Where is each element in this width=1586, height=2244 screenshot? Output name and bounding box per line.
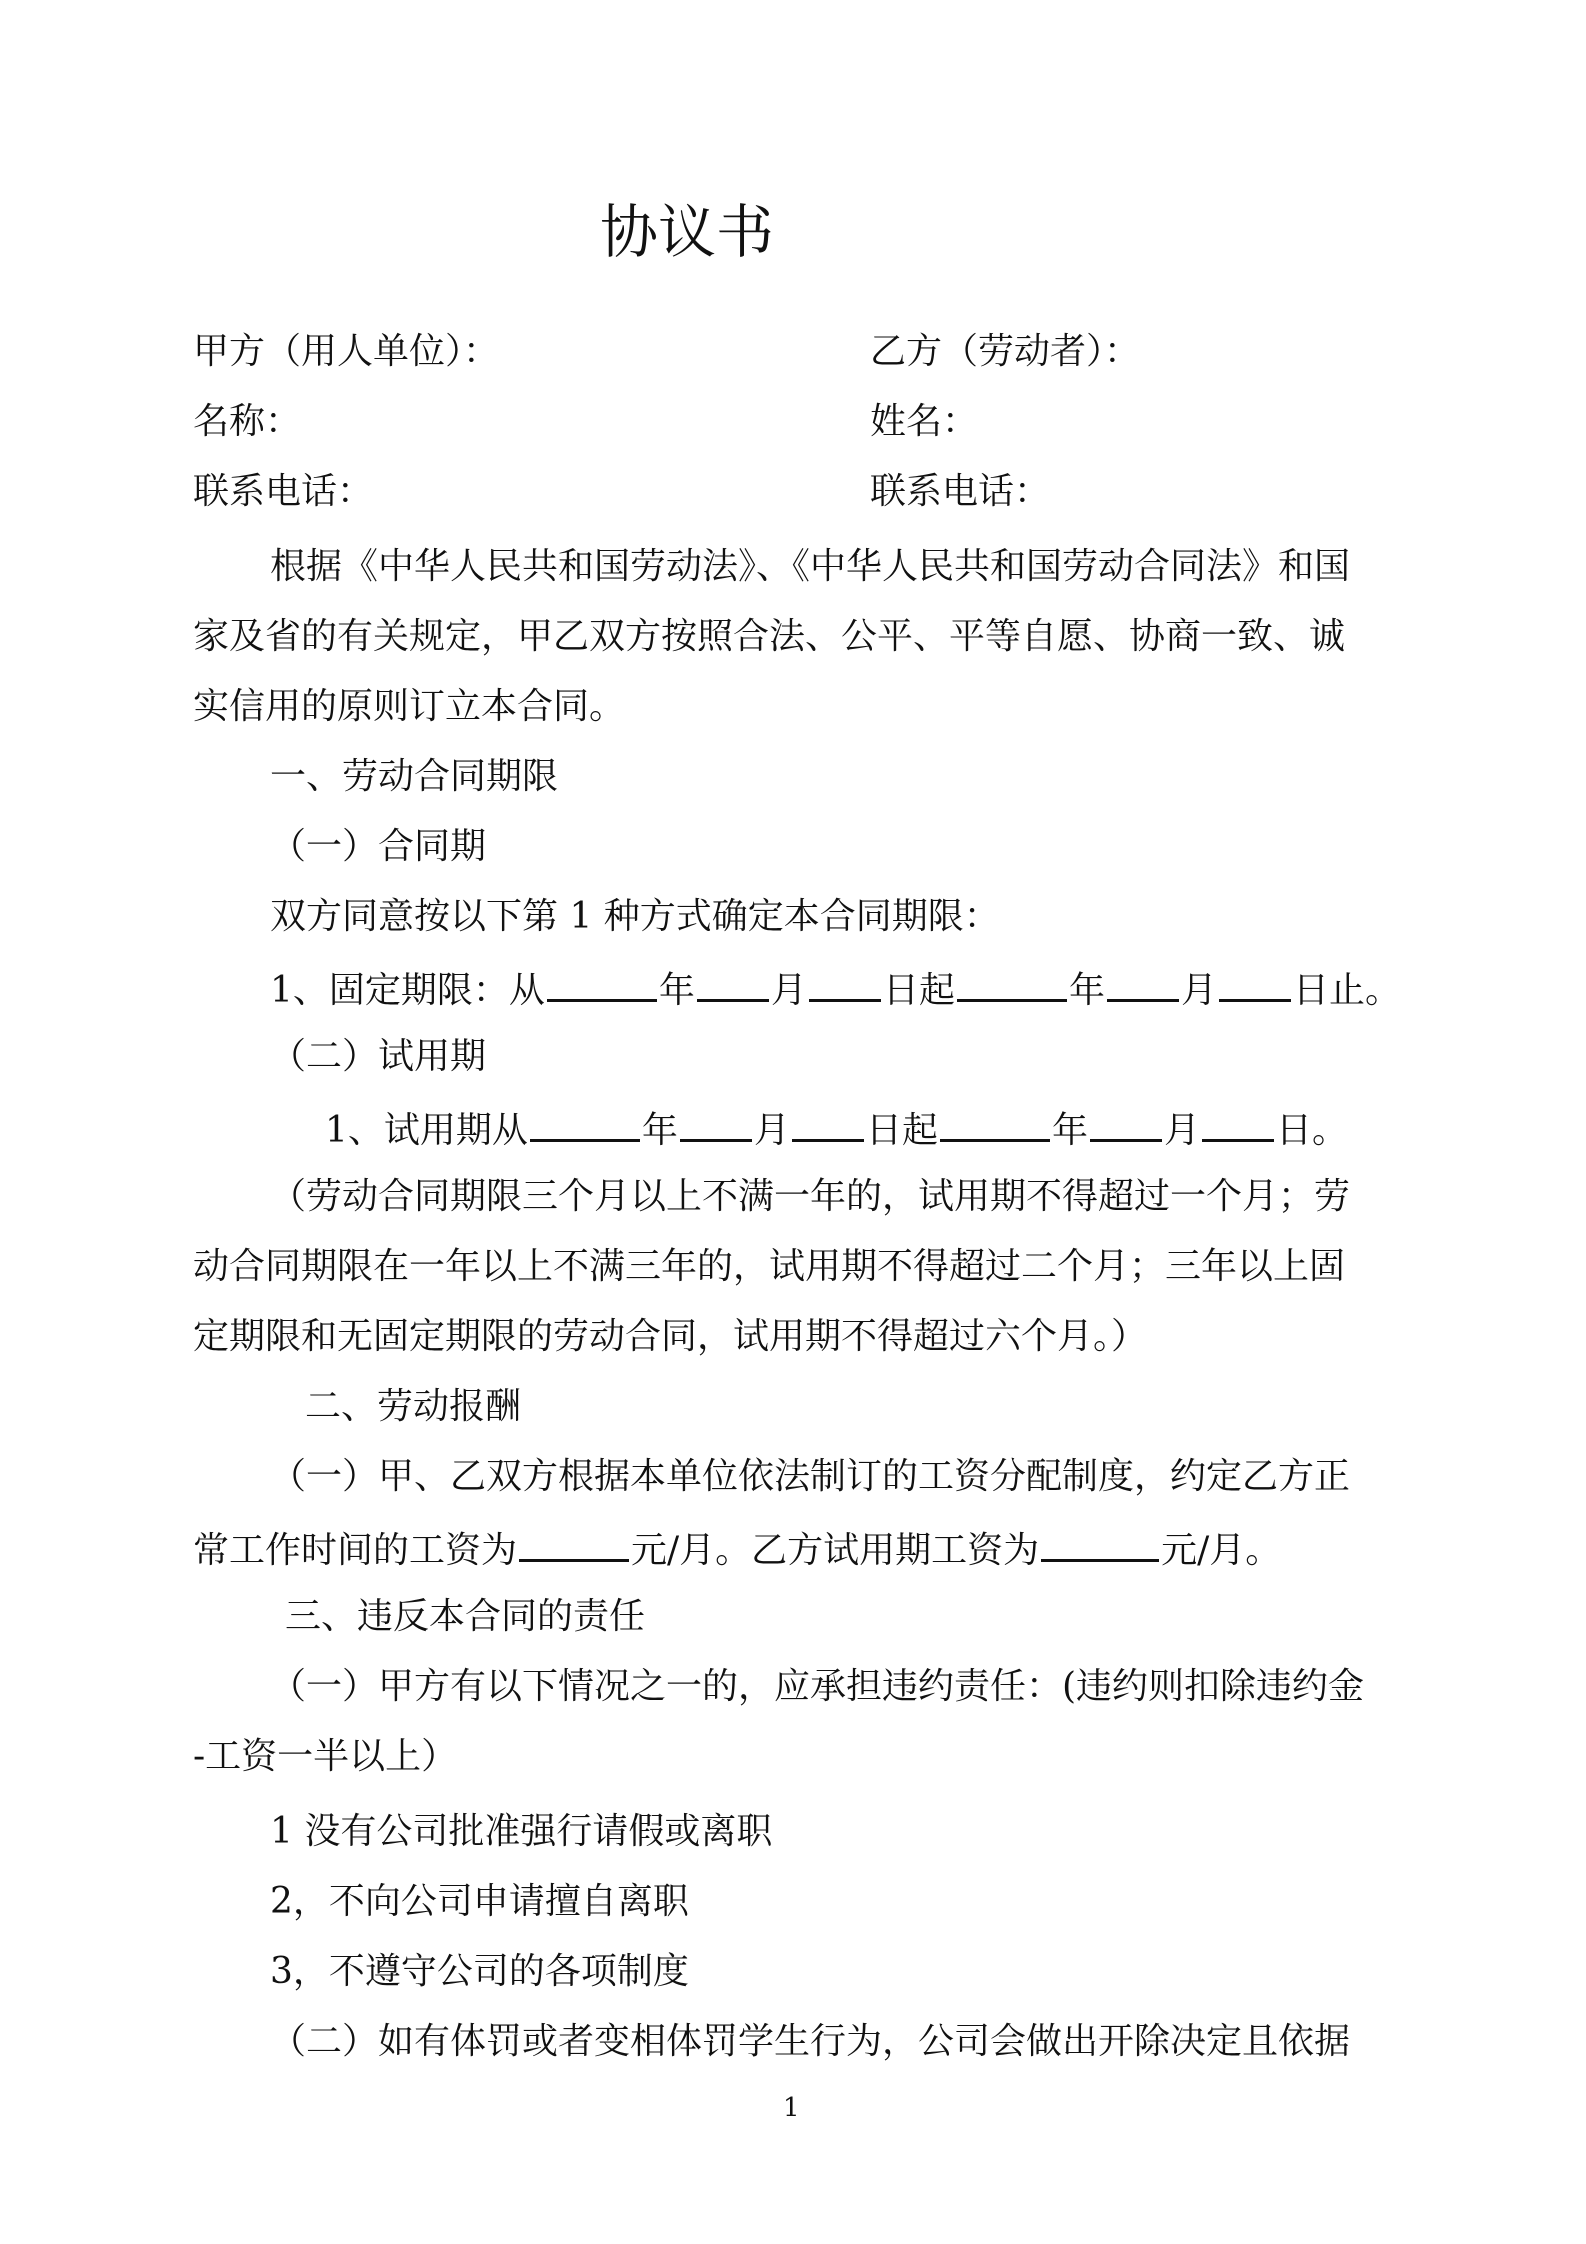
party-a-label: 甲方（用人单位）： bbox=[193, 331, 500, 372]
section-1-sub-2: （二）试用期 bbox=[270, 1036, 487, 1077]
probation-month2-label: 月 bbox=[1163, 1110, 1200, 1151]
list-item: 1 没有公司批准强行请假或离职 bbox=[270, 1811, 773, 1852]
section-2-heading: 二、劳动报酬 bbox=[305, 1386, 522, 1427]
probation-start-day-blank[interactable] bbox=[792, 1105, 864, 1142]
salary-unit-label: 元/月。 bbox=[1161, 1530, 1282, 1571]
section-3-para-2: （二）如有体罚或者变相体罚学生行为，公司会做出开除决定且依据 bbox=[270, 2021, 1351, 2062]
phone-label-b: 联系电话： bbox=[870, 471, 1051, 512]
fixed-term-prefix: 1、固定期限：从 bbox=[270, 970, 545, 1011]
probation-line bbox=[325, 1105, 1348, 1153]
salary-label: 常工作时间的工资为 bbox=[193, 1530, 518, 1571]
probation-start-month-blank[interactable] bbox=[680, 1105, 752, 1142]
page-number: 1 bbox=[783, 2093, 800, 2123]
fixed-month2-label: 月 bbox=[1180, 970, 1217, 1011]
fixed-start-month-blank[interactable] bbox=[697, 965, 769, 1002]
salary-blank[interactable] bbox=[519, 1525, 629, 1562]
fixed-end-year-blank[interactable] bbox=[957, 965, 1067, 1002]
probation-day-end-label: 日。 bbox=[1275, 1110, 1348, 1151]
fixed-end-month-blank[interactable] bbox=[1107, 965, 1179, 1002]
probation-salary-blank[interactable] bbox=[1041, 1525, 1159, 1562]
fixed-start-day-blank[interactable] bbox=[809, 965, 881, 1002]
person-name-label: 姓名： bbox=[870, 401, 979, 442]
fixed-year2-label: 年 bbox=[1068, 970, 1105, 1011]
intro-line-1: 根据《中华人民共和国劳动法》、《中华人民共和国劳动合同法》和国 bbox=[270, 546, 1351, 587]
probation-salary-label: 元/月。乙方试用期工资为 bbox=[631, 1530, 1040, 1571]
section-3-para-1-line-2: -工资一半以上） bbox=[193, 1736, 458, 1777]
fixed-term-line bbox=[270, 965, 1401, 1013]
section-1-heading: 一、劳动合同期限 bbox=[270, 756, 559, 797]
probation-end-month-blank[interactable] bbox=[1090, 1105, 1162, 1142]
probation-end-day-blank[interactable] bbox=[1202, 1105, 1274, 1142]
intro-line-2: 家及省的有关规定，甲乙双方按照合法、公平、平等自愿、协商一致、诚 bbox=[193, 616, 1346, 657]
name-label: 名称： bbox=[193, 401, 302, 442]
probation-note-3: 定期限和无固定期限的劳动合同，试用期不得超过六个月。） bbox=[193, 1316, 1148, 1357]
probation-day-from-label: 日起 bbox=[865, 1110, 938, 1151]
probation-note-2: 动合同期限在一年以上不满三年的，试用期不得超过二个月；三年以上固 bbox=[193, 1246, 1346, 1287]
term-method-line: 双方同意按以下第 1 种方式确定本合同期限： bbox=[270, 896, 1000, 937]
fixed-end-day-blank[interactable] bbox=[1219, 965, 1291, 1002]
fixed-month-label: 月 bbox=[770, 970, 807, 1011]
probation-month-label: 月 bbox=[753, 1110, 790, 1151]
intro-line-3: 实信用的原则订立本合同。 bbox=[193, 686, 626, 727]
fixed-day-end-label: 日止。 bbox=[1292, 970, 1401, 1011]
fixed-year-label: 年 bbox=[658, 970, 695, 1011]
probation-year2-label: 年 bbox=[1051, 1110, 1088, 1151]
phone-label-a: 联系电话： bbox=[193, 471, 374, 512]
probation-prefix: 1、试用期从 bbox=[325, 1110, 528, 1151]
section-3-para-1-line-1: （一）甲方有以下情况之一的，应承担违约责任：(违约则扣除违约金 bbox=[270, 1666, 1365, 1707]
document-title: 协议书 bbox=[600, 198, 775, 266]
fixed-day-from-label: 日起 bbox=[882, 970, 955, 1011]
probation-start-year-blank[interactable] bbox=[530, 1105, 640, 1142]
section-1-sub-1: （一）合同期 bbox=[270, 826, 487, 867]
list-item: 3，不遵守公司的各项制度 bbox=[270, 1951, 689, 1992]
section-2-para-1: （一）甲、乙双方根据本单位依法制订的工资分配制度，约定乙方正 bbox=[270, 1456, 1351, 1497]
probation-year-label: 年 bbox=[641, 1110, 678, 1151]
section-3-heading: 三、违反本合同的责任 bbox=[285, 1596, 646, 1637]
probation-note-1: （劳动合同期限三个月以上不满一年的，试用期不得超过一个月；劳 bbox=[270, 1176, 1351, 1217]
fixed-start-year-blank[interactable] bbox=[547, 965, 657, 1002]
probation-end-year-blank[interactable] bbox=[940, 1105, 1050, 1142]
party-b-label: 乙方（劳动者）： bbox=[870, 331, 1141, 372]
salary-line bbox=[193, 1525, 1281, 1573]
list-item: 2，不向公司申请擅自离职 bbox=[270, 1881, 689, 1922]
